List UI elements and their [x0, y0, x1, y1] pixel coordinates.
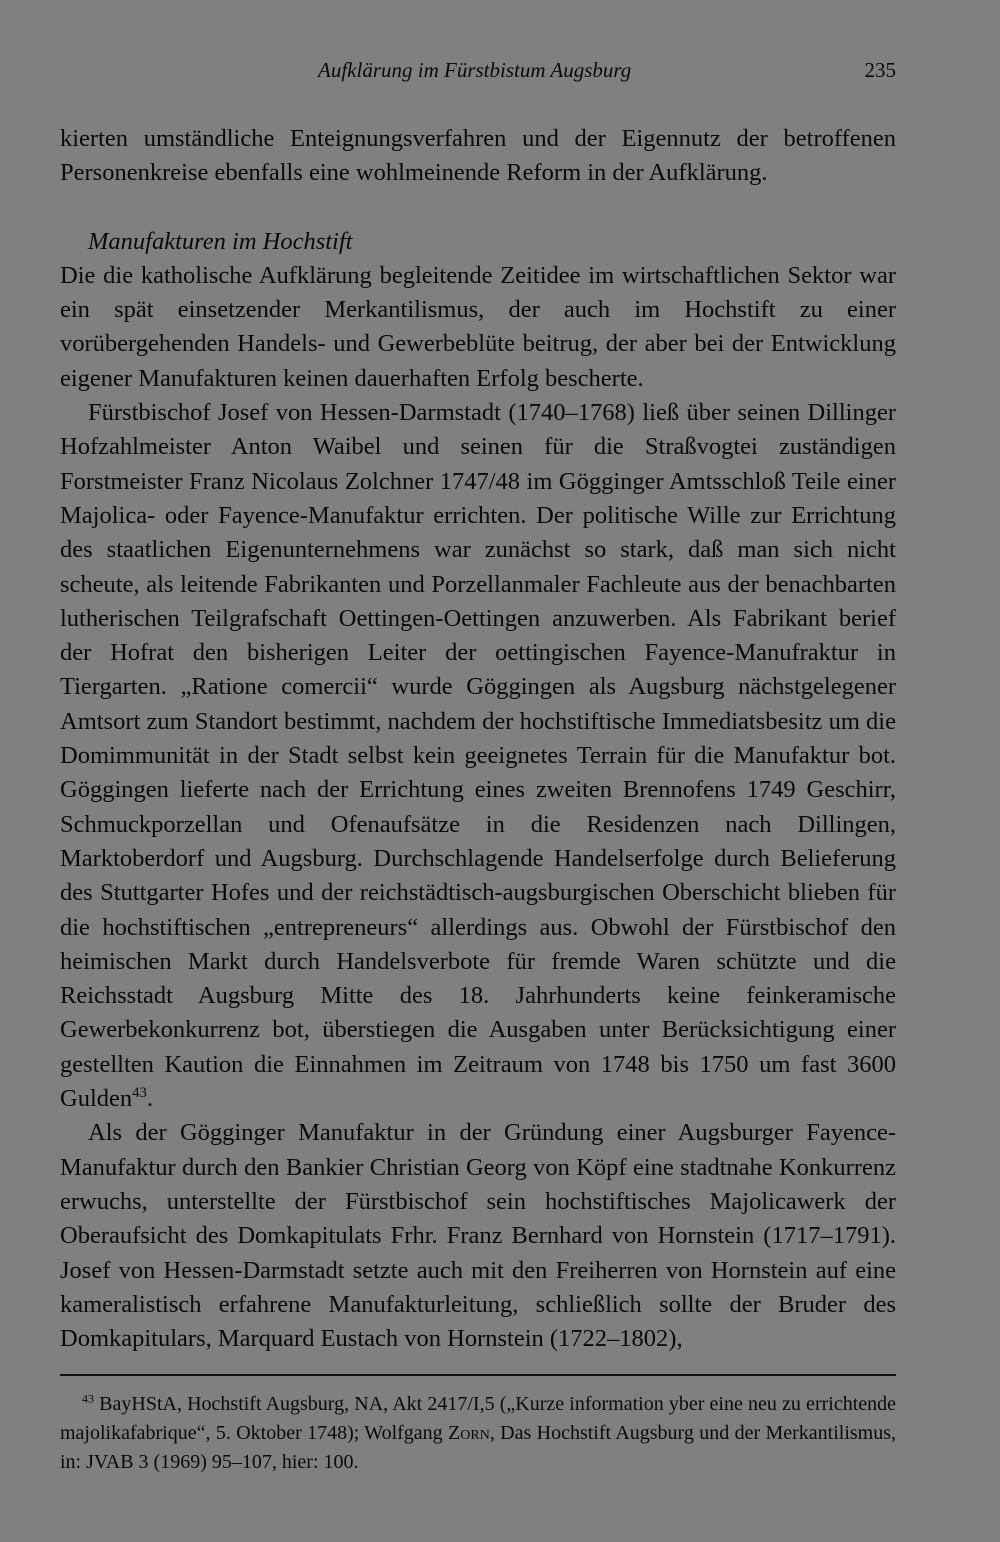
footnote-number: 43 — [82, 1391, 94, 1406]
footnote-author: Zorn — [448, 1422, 490, 1444]
footnotes — [60, 1390, 896, 1477]
footnote-divider — [60, 1374, 896, 1376]
running-head — [60, 58, 896, 92]
footnote — [60, 1390, 896, 1477]
paragraph: Als der Gögginger Manufaktur in der Gründung einer Augsburger Fayence-Manufaktur durch den Bankier Christian Georg von Köpf eine stadtnahe Konkurrenz erwuchs, unterstellte der Fürstbischof sein hochstiftisches Majolicawerk der Oberaufsicht des Domkapitulats Frhr. Franz Bernhard von Hornstein (1717–1791). Josef von Hessen-Darmstadt setzte auch mit den Freiherren von Hornstein auf eine kameralistisch erfahrene Manufakturleitung, schließlich sollte der Bruder des Domkapitulars, Marquard Eustach von Hornstein (1722–1802), — [60, 1119, 896, 1353]
book-page — [60, 0, 896, 1542]
running-title: Aufklärung im Fürstbistum Augsburg — [318, 58, 632, 82]
footnote-text-end: , Das Hochstift Augsburg und der Merkantilismus, in: JVAB 3 (1969) 95–107, hier: 100. — [60, 1422, 897, 1473]
paragraph-with-footnote — [60, 396, 896, 1116]
footnote-text-start: BayHStA, Hochstift Augsburg, NA, Akt 2417/I,5 („Kurze information yber eine neu zu errichtende majolikafabrique“, 5. Oktober 1748); Wolfgang — [60, 1393, 897, 1444]
footnote-reference[interactable]: 43 — [132, 1084, 147, 1101]
paragraph-end-punctuation: . — [146, 1085, 153, 1113]
paragraph: kierten umständliche Enteignungsverfahren und der Eigennutz der betroffenen Personenkreise ebenfalls eine wohlmeinende Reform in der Aufklärung. — [60, 125, 896, 187]
body-text — [60, 122, 896, 1356]
section-heading: Manufakturen im Hochstift — [88, 227, 353, 255]
page-number: 235 — [864, 58, 896, 82]
paragraph-text: Fürstbischof Josef von Hessen-Darmstadt (1740–1768) ließ über seinen Dillinger Hofzahlmeister Anton Waibel und seinen für die Straßvogtei zuständigen Forstmeister Franz Nicolaus Zolchner 1747/48 im Gögginger Amtsschloß Teile einer Majolica- oder Fayence-Manufaktur errichten. Der politische Wille zur Errichtung des staatlichen Eigenunternehmens war zunächst so stark, daß man sich nicht scheute, als leitende Fabrikanten und Porzellanmaler Fachleute aus der benachbarten lutherischen Teilgrafschaft Oettingen-Oettingen anzuwerben. Als Fabrikant berief der Hofrat den bisherigen Leiter der oettingischen Fayence-Manufraktur in Tiergarten. „Ratione comercii“ wurde Göggingen als Augsburg nächstgelegener Amtsort zum Standort bestimmt, nachdem der hochstiftische Immediatsbesitz um die Domimmunität in der Stadt selbst kein geeignetes Terrain für die Manufaktur bot. Göggingen lieferte nach der Errichtung eines zweiten Brennofens 1749 Geschirr, Schmuckporzellan und Ofenaufsätze in die Residenzen nach Dillingen, Marktoberdorf und Augsburg. Durchschlagende Handelserfolge durch Belieferung des Stuttgarter Hofes und der reichstädtisch-augsburgischen Oberschicht blieben für die hochstiftischen „entrepreneurs“ allerdings aus. Obwohl der Fürstbischof den heimischen Markt durch Handelsverbote für fremde Waren schützte und die Reichsstadt Augsburg Mitte des 18. Jahrhunderts keine feinkeramische Gewerbekonkurrenz bot, überstiegen die Ausgaben unter Berücksichtigung einer gestellten Kaution die Einnahmen im Zeitraum von 1748 bis 1750 um fast 3600 Gulden — [60, 399, 896, 1113]
paragraph: Die die katholische Aufklärung begleitende Zeitidee im wirtschaftlichen Sektor war ein spät einsetzender Merkantilismus, der auch im Hochstift zu einer vorübergehenden Handels- und Gewerbeblüte beitrug, der aber bei der Entwicklung eigener Manufakturen keinen dauerhaften Erfolg bescherte. — [60, 261, 896, 392]
